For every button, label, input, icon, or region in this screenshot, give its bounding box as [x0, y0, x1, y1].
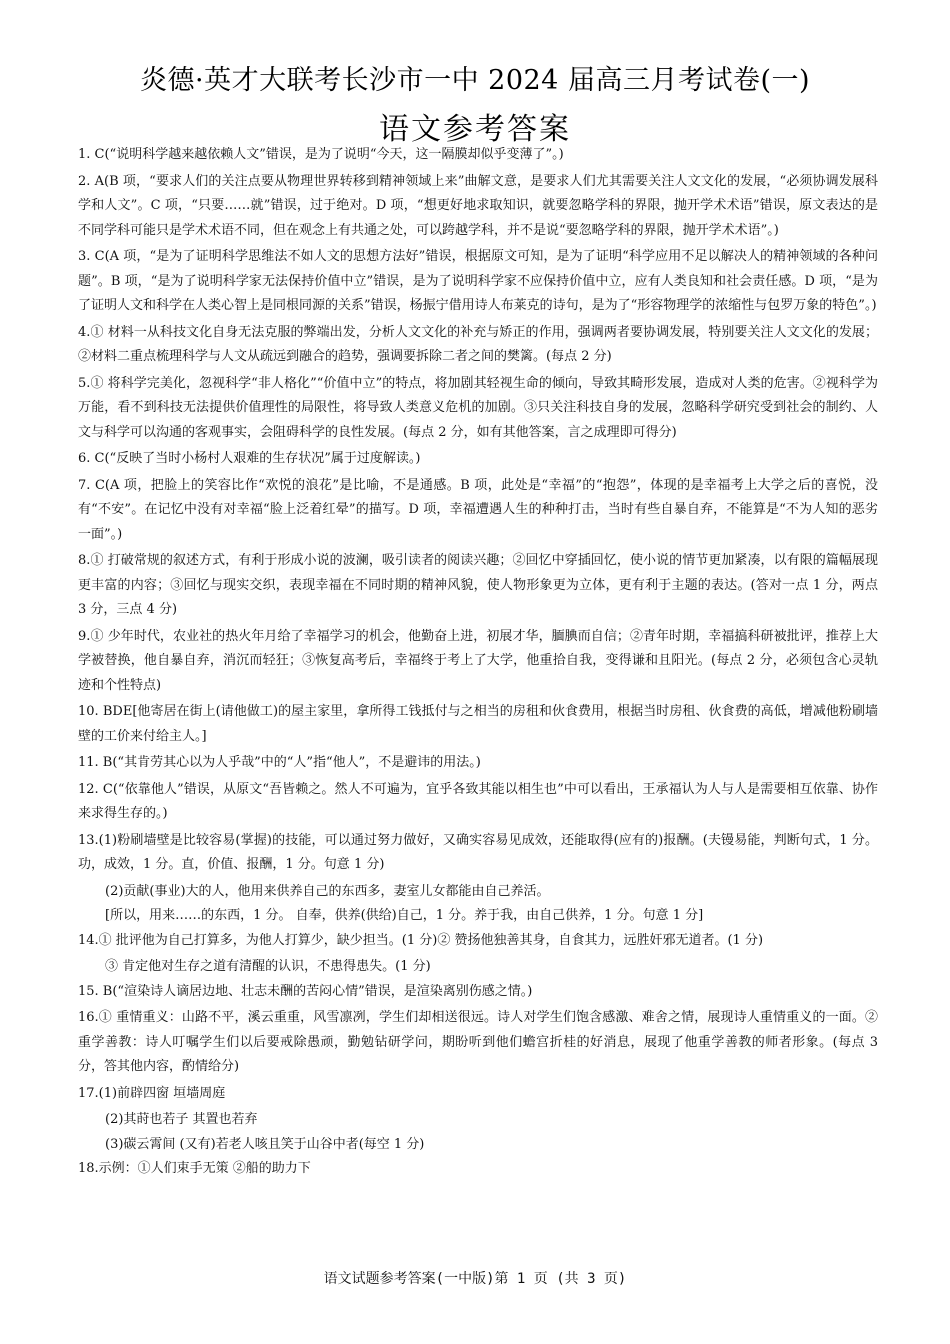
answer-item-14-part-3: ③ 肯定他对生存之道有清醒的认识，不患得患失。(1 分)	[105, 959, 431, 974]
answer-item-17: 17.(1)前辟四窗 垣墙周庭	[78, 1085, 226, 1101]
answer-item-9: 9.① 少年时代，农业社的热火年月给了幸福学习的机会，他勤奋上进，初展才华，腼腆而自信；②青年时期，幸福搞科研被批评，推荐上大学被替换，他自暴自弃，消沉而轻狂；③恢复高考后，幸福终于考上了大学，他重拾自我，变得谦和且阳光。(每点 2 分，必须包含心灵轨迹和个性特点)	[78, 628, 878, 693]
exam-subtitle: 语文参考答案	[379, 112, 571, 147]
answer-item-13-scoring: [所以，用来……的东西，1 分。 自奉，供养(供给)自己，1 分。养于我，由自己供养，1 分。句意 1 分]	[105, 908, 704, 923]
answer-item-3: 3. C(A 项，“是为了证明科学思维法不如人文的思想方法好”错误，根据原文可知，是为了证明“科学应用不足以解决人的精神领域的各种问题”。B 项，“是为了说明科学家无法保持价值中立”错误，是为了说明科学家不应保持价值中立，应有人类良知和社会责任感。D 项，“是为了证明人文和科学在人类心智上是同根同源的关系”错误，杨振宁借用诗人布莱克的诗句，是为了“形容物理学的浓缩性与包罗万象的特色”。)	[78, 249, 878, 313]
answer-item-13: 13.(1)粉刷墙壁是比较容易(掌握)的技能，可以通过努力做好，又确实容易见成效，还能取得(应有的)报酬。(夫镘易能，判断句式，1 分。功，成效，1 分。直，价值、报酬，1 分。句意 1 分)	[78, 832, 878, 872]
answer-item-16: 16.① 重情重义：山路不平，溪云重重，风雪凛冽，学生们却相送很远。诗人对学生们饱含感激、难舍之情，展现诗人重情重义的一面。②重学善教：诗人叮嘱学生们以后要戒除愚顽，勤勉钻研学问，期盼听到他们蟾宫折桂的好消息，展现了他重学善教的师者形象。(每点 3 分，答其他内容，酌情给分)	[78, 1010, 878, 1074]
page-footer: 语文试题参考答案(一中版)第 1 页 (共 3 页)	[323, 1271, 627, 1287]
answer-item-2: 2. A(B 项，“要求人们的关注点要从物理世界转移到精神领域上来”曲解文意，是要求人们尤其需要关注人文文化的发展，“必须协调发展科学和人文”。C 项，“只要……就”错误，过于绝对。D 项，“想更好地求取知识，就要忽略学科的界限，抛开学术术语”错误，原文表达的是不同学科可能只是学术术语不同，但在观念上有共通之处，可以跨越学科，并不是说“要忽略学科的界限，抛开学术术语”。)	[78, 173, 878, 238]
answer-item-5: 5.① 将科学完美化，忽视科学“非人格化”“价值中立”的特点，将加剧其轻视生命的倾向，导致其畸形发展，造成对人类的危害。②视科学为万能，看不到科技无法提供价值理性的局限性，将导致人类意义危机的加剧。③只关注科技自身的发展，忽略科学研究受到社会的制约、人文与科学可以沟通的客观事实，会阻碍科学的良性发展。(每点 2 分，如有其他答案，言之成理即可得分)	[78, 375, 878, 440]
answer-item-17-part-2: (2)其莳也若子 其置也若弃	[105, 1112, 258, 1127]
answer-item-1: 1. C(“说明科学越来越依赖人文”错误，是为了说明“今天，这一隔膜却似乎变薄了”。)	[78, 147, 564, 162]
answer-item-11: 11. B(“其肯劳其心以为人乎哉”中的“人”指“他人”，不是避讳的用法。)	[78, 755, 481, 770]
answer-item-13-part-2: (2)贡献(事业)大的人，他用来供养自己的东西多，妻室儿女都能由自己养活。	[105, 883, 550, 899]
exam-title: 炎德·英才大联考长沙市一中 2024 届高三月考试卷(一)	[139, 65, 811, 96]
answer-item-10: 10. BDE[他寄居在街上(请他做工)的屋主家里，拿所得工钱抵付与之相当的房租和伙食费用，根据当时房租、伙食费的高低，增减他粉刷墙壁的工价来付给主人。]	[78, 704, 878, 744]
answer-item-12: 12. C(“依靠他人”错误，从原文“吾皆赖之。然人不可遍为，宜乎各致其能以相生也”中可以看出，王承福认为人与人是需要相互依靠、协作来求得生存的。)	[78, 781, 878, 821]
answer-item-18: 18.示例：①人们束手无策 ②船的助力下	[78, 1161, 311, 1176]
answer-list	[78, 143, 878, 1184]
answer-item-17-part-3: (3)碳云霄间 (又有)若老人咳且笑于山谷中者(每空 1 分)	[105, 1136, 425, 1152]
answer-item-14: 14.① 批评他为自己打算多，为他人打算少，缺少担当。(1 分)② 赞扬他独善其身，自食其力，远胜奸邪无道者。(1 分)	[78, 932, 764, 948]
answer-item-7: 7. C(A 项，把脸上的笑容比作“欢悦的浪花”是比喻，不是通感。B 项，此处是“幸福”的“抱怨”，体现的是幸福考上大学之后的喜悦，没有“不安”。在记忆中没有对幸福“脸上泛着红晕”的描写。D 项，幸福遭遇人生的种种打击，当时有些自暴自弃，不能算是“不为人知的恶劣一面”。)	[78, 477, 878, 542]
answer-item-6: 6. C(“反映了当时小杨村人艰难的生存状况”属于过度解读。)	[78, 451, 421, 466]
answer-item-8: 8.① 打破常规的叙述方式，有利于形成小说的波澜，吸引读者的阅读兴趣；②回忆中穿插回忆，使小说的情节更加紧凑，以有限的篇幅展现更丰富的内容；③回忆与现实交织，表现幸福在不同时期的精神风貌，使人物形象更为立体，更有利于主题的表达。(答对一点 1 分，两点 3 分，三点 4 分)	[78, 553, 878, 617]
answer-item-15: 15. B(“渲染诗人谪居边地、壮志未酬的苦闷心情”错误，是渲染离别伤感之情。)	[78, 983, 533, 999]
answer-item-4: 4.① 材料一从科技文化自身无法克服的弊端出发，分析人文文化的补充与矫正的作用，强调两者要协调发展，特别要关注人文文化的发展；②材料二重点梳理科学与人文从疏远到融合的趋势，强调要拆除二者之间的樊篱。(每点 2 分)	[78, 324, 878, 364]
